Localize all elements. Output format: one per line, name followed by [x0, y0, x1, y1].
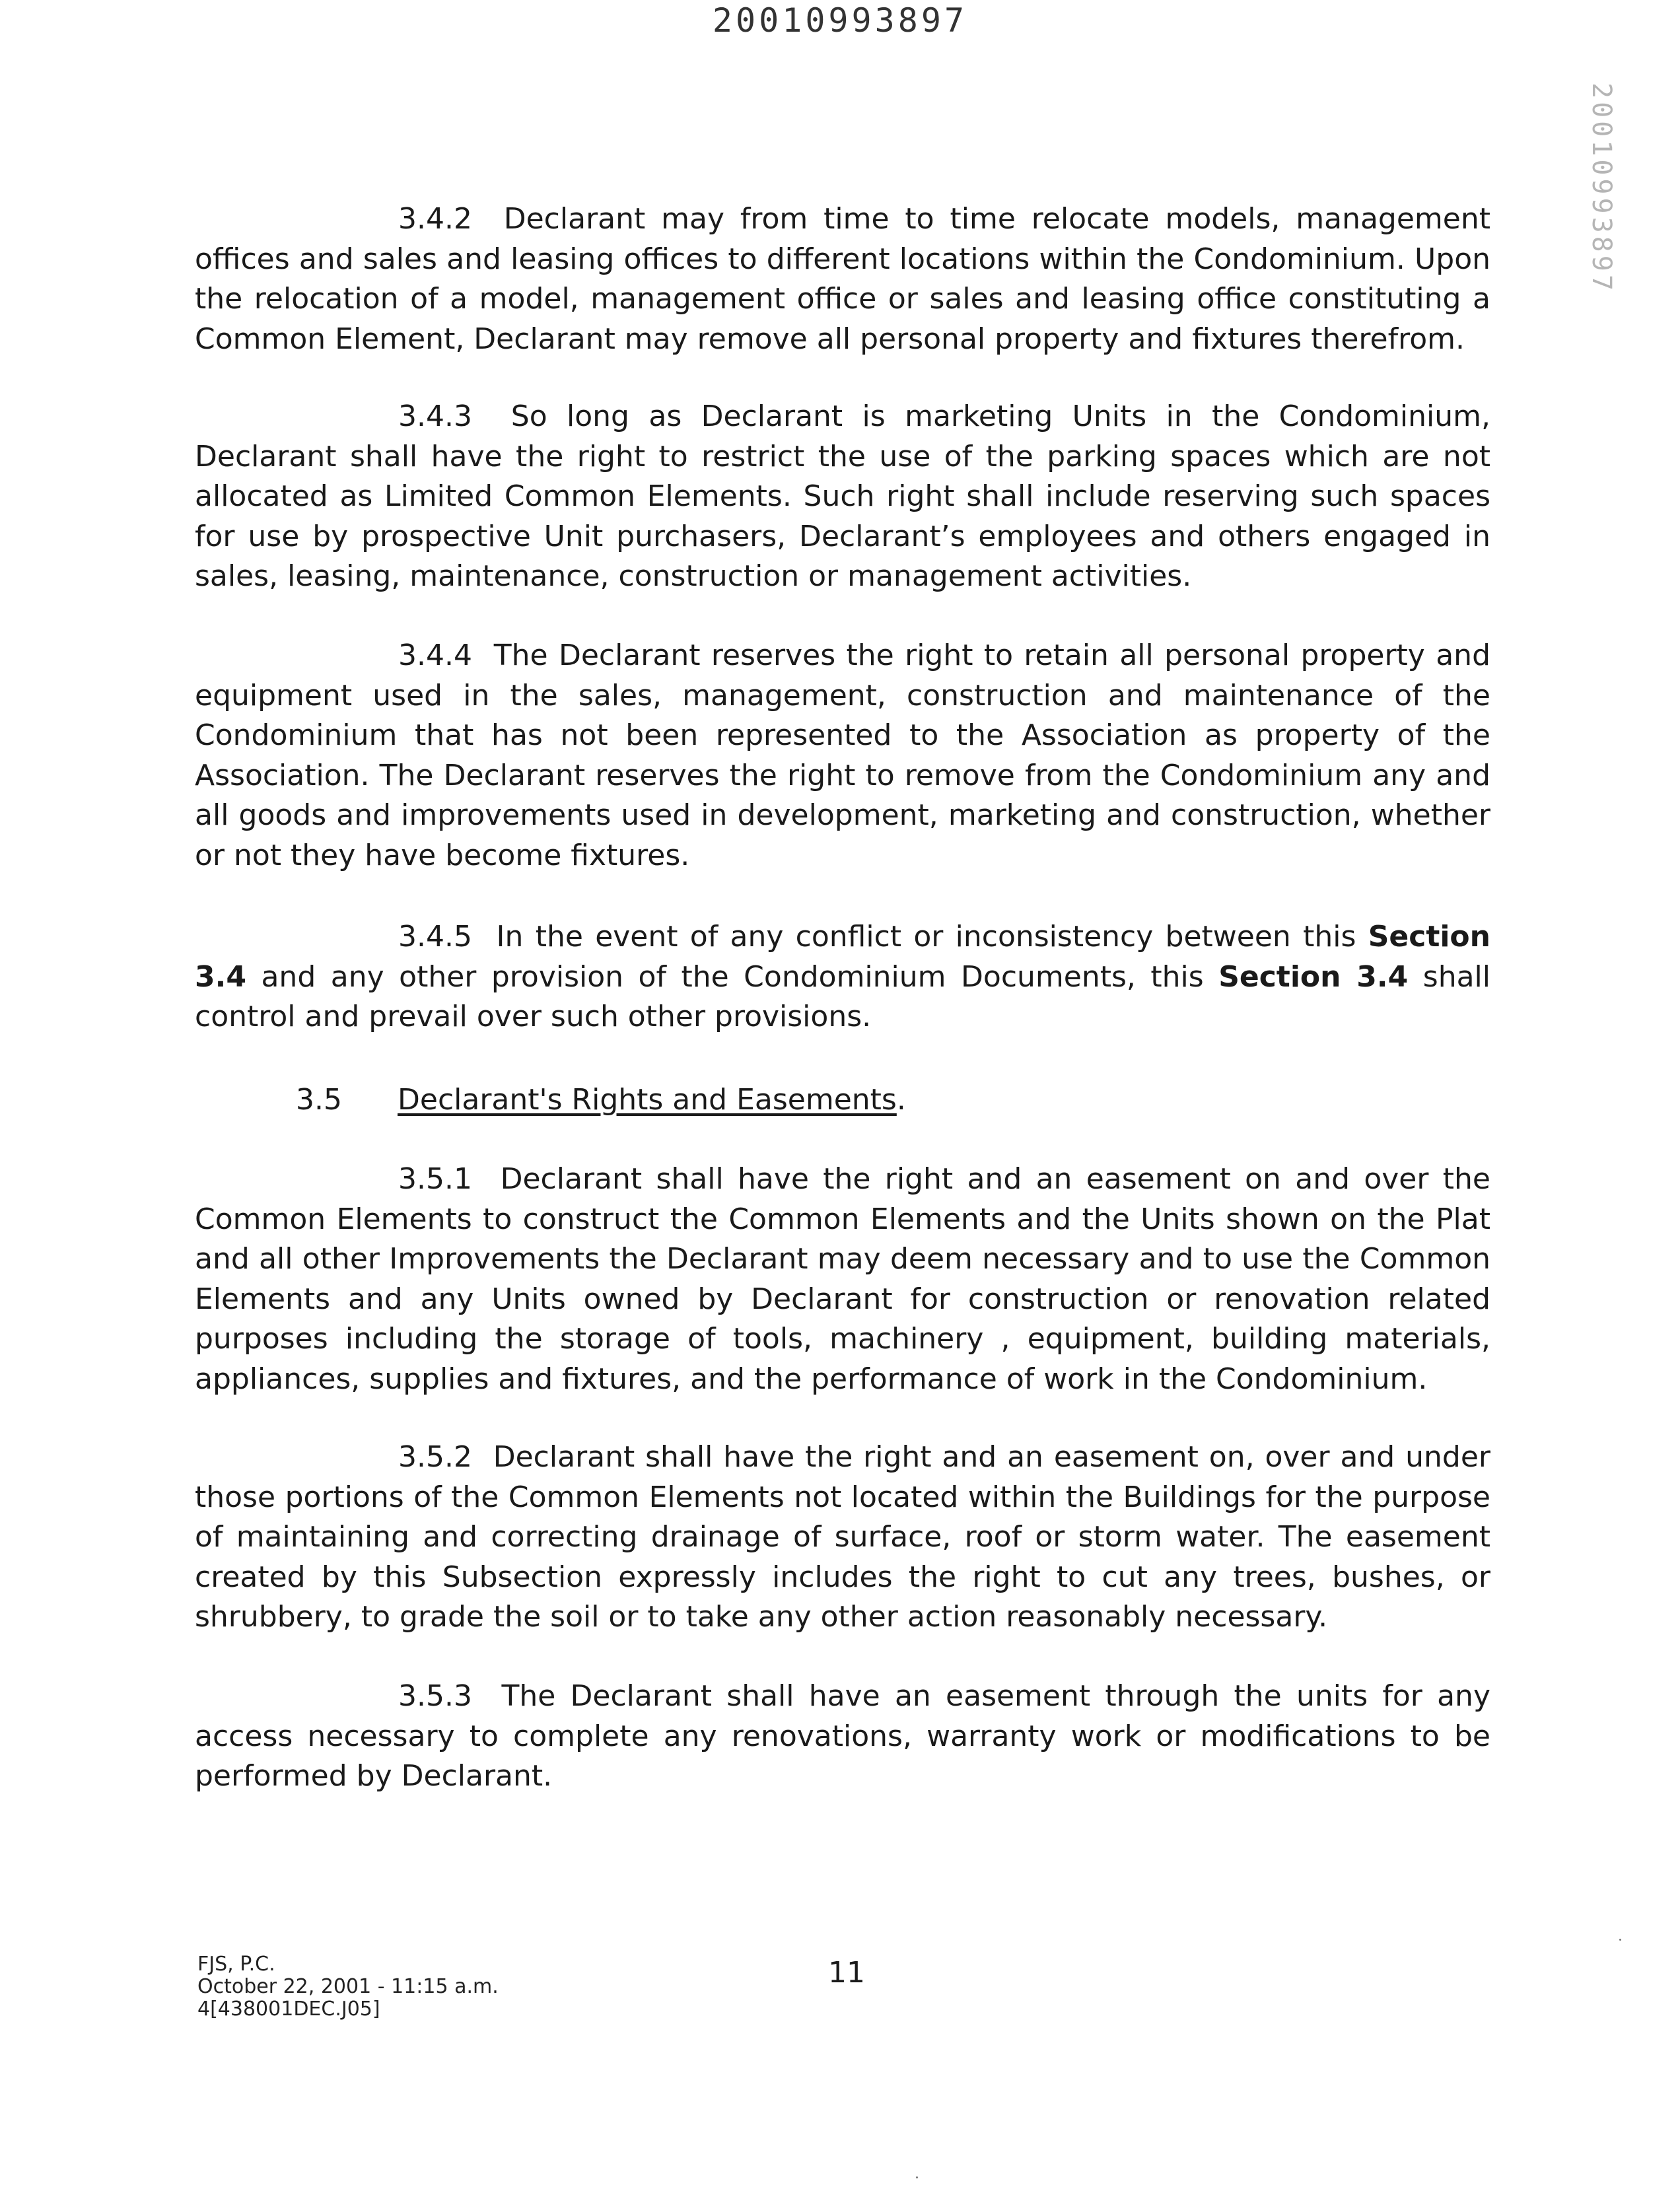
paragraph-number: 3.5.1 — [398, 1162, 472, 1196]
section-reference: Section 3.4 — [195, 920, 1490, 994]
document-recording-number: 20010993897 — [712, 1, 968, 40]
scan-speck — [1619, 1939, 1621, 1941]
paragraph-number: 3.4.3 — [398, 399, 472, 433]
footer-block — [197, 1953, 499, 2021]
footer-firm: FJS, P.C. — [197, 1953, 275, 1976]
paragraph-3-5-1 — [195, 1160, 1490, 1399]
paragraph-text: Declarant may from time to time relocate models, management offices and sales and leasing offices to different locations within the Condominium. Upon the relocation of a model, management office or sales and leasing office constituting a Common Element, Declarant may remove all personal property and fixtures therefrom. — [195, 202, 1490, 356]
paragraph-number: 3.4.5 — [398, 920, 472, 954]
paragraph-3-4-3 — [195, 397, 1490, 597]
paragraph-text: The Declarant shall have an easement through the units for any access necessary to complete any renovations, warranty work or modifications to be performed by Declarant. — [195, 1679, 1490, 1793]
paragraph-3-4-4 — [195, 636, 1490, 876]
section-reference: Section 3.4 — [1218, 959, 1409, 994]
paragraph-text: So long as Declarant is marketing Units in the Condominium, Declarant shall have the right to restrict the use of the parking spaces which are not allocated as Limited Common Elements. Such right shall include reserving such spaces for use by prospective Unit purchasers, Declarant’s employees and others engaged in sales, leasing, maintenance, construction or management activities. — [195, 399, 1490, 593]
paragraph-number: 3.4.4 — [398, 639, 472, 672]
paragraph-number: 3.4.2 — [398, 202, 472, 236]
section-heading-3-5 — [296, 1080, 906, 1120]
paragraph-text: Declarant shall have the right and an easement on, over and under those portions of the Common Elements not located within the Buildings for the purpose of maintaining and correcting drainage of surface, roof or storm water. The easement created by this Subsection expressly includes the right to cut any trees, bushes, or shrubbery, to grade the soil or to take any other action reasonably necessary. — [195, 1440, 1490, 1634]
paragraph-text: Declarant shall have the right and an easement on and over the Common Elements to construct the Common Elements and the Units shown on the Plat and all other Improvements the Declarant may deem necessary and to use the Common Elements and any Units owned by Declarant for construction or renovation related purposes including the storage of tools, machinery , equipment, building materials, appliances, supplies and fixtures, and the performance of work in the Condominium. — [195, 1162, 1490, 1396]
paragraph-3-5-3 — [195, 1677, 1490, 1797]
paragraph-3-4-2 — [195, 199, 1490, 359]
section-number: 3.5 — [296, 1083, 342, 1117]
paragraph-number: 3.5.3 — [398, 1679, 472, 1713]
page-number: 11 — [828, 1956, 865, 1990]
section-title: Declarant's Rights and Easements — [398, 1083, 897, 1117]
footer-file-reference: 4[438001DEC.J05] — [197, 1997, 380, 2021]
paragraph-text: In the event of any conflict or inconsistency between this — [496, 920, 1356, 954]
side-recording-stamp: 20010993897 — [1586, 83, 1617, 294]
section-title-period: . — [896, 1083, 906, 1117]
paragraph-number: 3.5.2 — [398, 1440, 472, 1474]
paragraph-3-4-5 — [195, 917, 1490, 1037]
paragraph-text: shall control and prevail over such other provisions. — [195, 959, 1490, 1033]
footer-date: October 22, 2001 - 11:15 a.m. — [197, 1975, 499, 1998]
paragraph-text: The Declarant reserves the right to retain all personal property and equipment used in the sales, management, construction and maintenance of the Condominium that has not been represented to the Association as property of the Association. The Declarant reserves the right to remove from the Condominium any and all goods and improvements used in development, marketing and construction, whether or not they have become fixtures. — [195, 639, 1490, 872]
paragraph-3-5-2 — [195, 1438, 1490, 1638]
paragraph-text: and any other provision of the Condominium Documents, this — [261, 959, 1204, 994]
scan-speck — [916, 2176, 918, 2178]
